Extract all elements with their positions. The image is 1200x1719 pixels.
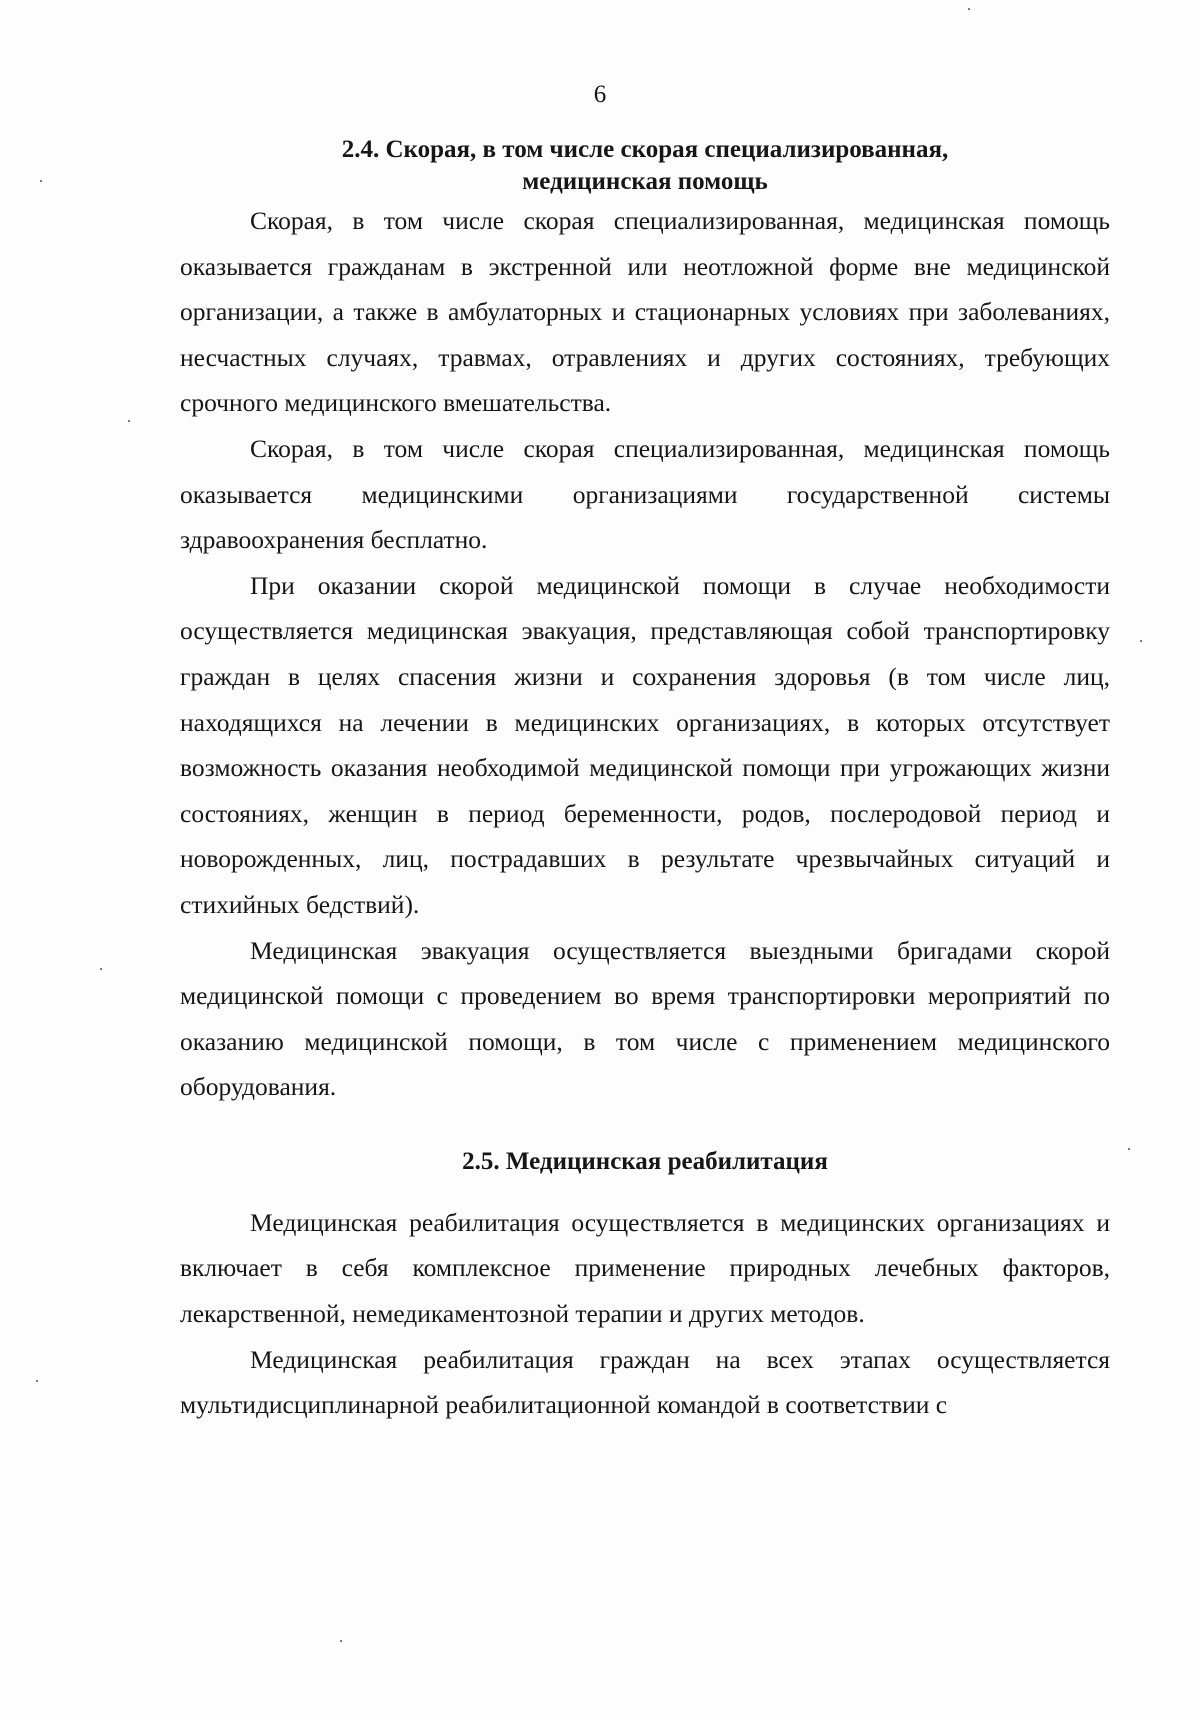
paragraph: Скорая, в том числе скорая специализированная, медицинская помощь оказывается медицинскими организациями государственной системы здравоохранения бесплатно. <box>180 433 1110 555</box>
scan-speck <box>968 8 970 10</box>
scan-speck <box>40 180 42 182</box>
section-2-5 <box>180 1144 1110 1428</box>
paragraph: Скорая, в том числе скорая специализированная, медицинская помощь оказывается гражданам в экстренной или неотложной форме вне медицинской организации, а также в амбулаторных и стационарных условиях при заболеваниях, несчастных случаях, травмах, отравлениях и других состояниях, требующих срочного медицинского вмешательства. <box>180 206 1110 418</box>
section-heading-line-1: 2.4. Скорая, в том числе скорая специализированная, <box>341 136 949 163</box>
section-heading-line-2: медицинская помощь <box>522 168 768 195</box>
scan-speck <box>1128 1148 1130 1150</box>
page-number: 6 <box>593 81 607 108</box>
section-2-4 <box>180 134 1110 1110</box>
scan-speck <box>1140 640 1142 642</box>
section-heading <box>180 134 1110 198</box>
paragraph: Медицинская реабилитация осуществляется в медицинских организациях и включает в себя комплексное применение природных лечебных факторов, лекарственной, немедикаментозной терапии и других методов. <box>180 1207 1110 1329</box>
scan-speck <box>100 968 102 970</box>
paragraph: При оказании скорой медицинской помощи в случае необходимости осуществляется медицинская эвакуация, представляющая собой транспортировку граждан в целях спасения жизни и сохранения здоровья (в том числе лиц, находящихся на лечении в медицинских организациях, в которых отсутствует возможность оказания необходимой медицинской помощи при угрожающих жизни состояниях, женщин в период беременности, родов, послеродовой период и новорожденных, лиц, пострадавших в результате чрезвычайных ситуаций и стихийных бедствий). <box>180 570 1110 919</box>
document-body <box>180 134 1110 1428</box>
paragraph: Медицинская реабилитация граждан на всех этапах осуществляется мультидисциплинарной реабилитационной командой в соответствии с <box>180 1344 1110 1420</box>
scan-speck <box>36 1380 38 1382</box>
scan-speck <box>128 420 130 422</box>
scan-speck <box>340 1640 342 1642</box>
section-heading: 2.5. Медицинская реабилитация <box>462 1147 828 1175</box>
paragraph: Медицинская эвакуация осуществляется выездными бригадами скорой медицинской помощи с проведением во время транспортировки мероприятий по оказанию медицинской помощи, в том числе с применением медицинского оборудования. <box>180 935 1110 1102</box>
